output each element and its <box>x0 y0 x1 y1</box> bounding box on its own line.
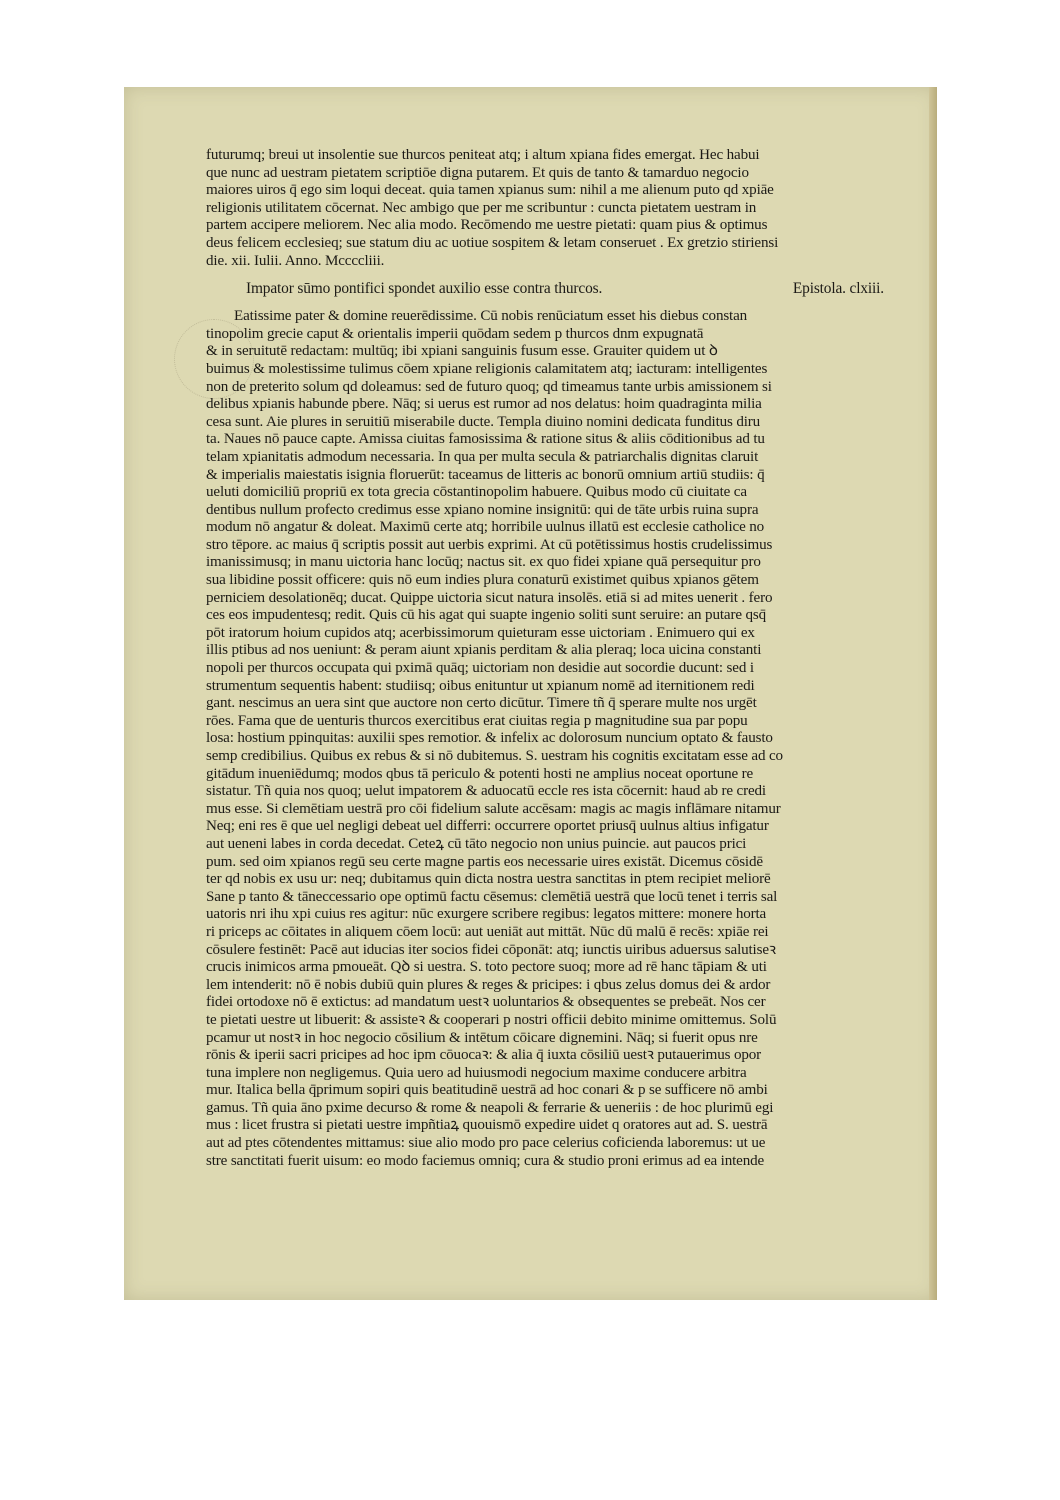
text-line: sistatur. Tñ quia nos quoq; uelut impatorem & aduocatū eccle res ista cōcernit: haud ab re credi <box>206 783 766 800</box>
text-line: Sane p tanto & tāneccessario ope optimū factu cēsemus: clemētiā uestrā que locū tenet i terris sal <box>206 888 778 905</box>
text-line: lem intenderit: nō ē nobis dubiū quin plures & reges & pricipes: i qbus zelus domus dei & ardor <box>206 976 771 993</box>
text-line: modum nō angatur & doleat. Maximū certe atq; horribile uulnus illatū est ecclesie catholice no <box>206 519 765 536</box>
text-line: & in seruitutē redactam: multūq; ibi xpiani sanguinis fusum esse. Grauiter quidem ut ꝺ <box>206 343 718 360</box>
text-line: pcamur ut nostꝛ in hoc negocio cōsilium & intētum cōicare dignemini. Nāq; si fuerit opus nre <box>206 1029 758 1046</box>
text-line: ri priceps ac cōitates in aliquem cōem locū: aut ueniāt aut mittāt. Nūc dū malū ē recēs: xpiāe rei <box>206 923 769 940</box>
text-line: religionis utilitatem cōcernat. Nec ambigo que per me scribuntur : cuncta pietatem uestram in <box>206 199 757 216</box>
paragraph-epistle-body <box>206 308 886 1170</box>
epistle-heading <box>206 279 886 299</box>
text-line: partem accipere meliorem. Nec alia modo. Recōmendo me uestre pietati: quam pius & optimus <box>206 217 768 234</box>
text-line: Eatissime pater & domine reuerēdissime. Cū nobis renūciatum esset his diebus constan <box>234 308 748 325</box>
text-line: ter qd nobis ex usu ur: neq; dubitamus quin dicta nostra uestra sanctitas in ptem recipiet meliorē <box>206 871 771 888</box>
text-line: imanissimusq; in manu uictoria hanc locūq; nactus sit. ex quo fidei xpiane quā persequitur pro <box>206 554 761 571</box>
text-line: futurumq; breui ut insolentie sue thurcos peniteat atq; i altum xpiana fides emergat. Hec habui <box>206 147 760 163</box>
text-line: non de preterito solum qd doleamus: sed de futuro quoq; qd timeamus tante urbis amissionem si <box>206 378 772 395</box>
paragraph-closing-letter <box>206 147 886 270</box>
text-line: pum. sed oim xpianos regū seu certe magne partis eos necessarie uires existāt. Dicemus cōsidē <box>206 853 763 870</box>
epistle-title: Impator sūmo pontifici spondet auxilio esse contra thurcos. <box>246 280 603 298</box>
text-line: Neq; eni res ē que uel negligi debeat uel differri: occurrere oportet priusq̄ uulnus altius infigatur <box>206 818 769 835</box>
text-line: illis ptibus ad nos ueniunt: & peram aiunt xpianis perditam & alia pleraq; loca uicina constanti <box>206 642 762 659</box>
text-line: nopoli per thurcos occupata qui pximā quāq; uictoriam non desidie aut socordie ducunt: sed i <box>206 660 754 677</box>
text-line: ta. Naues nō pauce capte. Amissa ciuitas famosissima & ratione situs & aliis cōditionibus ad tu <box>206 431 765 448</box>
text-line: aut ad ptes cōtendentes mittamus: siue alio modo pro pace celerius coficienda laboremus: ut ue <box>206 1135 766 1152</box>
text-line: mus : licet frustra si pietati uestre impñtiaꝝ quouismō expedire uidet q oratores aut ad. S. uestrā <box>206 1117 768 1134</box>
text-line: ueluti domiciliū propriū ex tota grecia cōstantinopolim habuere. Quibus modo cū ciuitate ca <box>206 484 747 501</box>
text-line: rōnis & iperii sacri pricipes ad hoc ipm cōuocaꝛ: & alia q̄ iuxta cōsiliū uestꝛ putauerimus opor <box>206 1047 762 1064</box>
text-line: telam xpianitatis admodum necessaria. In qua per multa secula & patriarchalis dignitas claruit <box>206 448 759 465</box>
text-line: gamus. Tñ quia āno pxime decurso & rome & neapoli & ferrarie & ueneriis : de hoc plurimū egi <box>206 1099 774 1116</box>
text-line: que nunc ad uestram pietatem scriptiōe digna putarem. Et quis de tanto & tamarduo negocio <box>206 164 749 181</box>
text-line: gitādum inueniēdumq; modos qbus tā periculo & potenti hosti ne amplius noceat oportune re <box>206 765 754 782</box>
text-line: losa: hostium ppinquitas: auxilii spes remotior. & infelix ac dolorosum nuncium optato & fausto <box>206 730 773 747</box>
text-line: fidei ortodoxe nō ē extictus: ad mandatum uestꝛ uoluntarios & obsequentes se prebeāt. Nos cer <box>206 994 766 1011</box>
text-line: crucis inimicos arma pmoueāt. Qꝺ si uestra. S. toto pectore suoq; more ad rē hanc tāpiam & uti <box>206 959 767 976</box>
text-line: stre sanctitati fuerit uisum: eo modo faciemus omniq; cura & studio proni erimus ad ea intende <box>206 1152 765 1169</box>
text-line: strumentum sequentis habent: studiisq; oibus enituntur ut xpianum nomē ad iternitionem redi <box>206 677 755 694</box>
text-line: ces eos impudentesq; redit. Quis cū his agat qui suapte ingenio soliti sunt seruire: an putare qsq̄ <box>206 607 767 624</box>
text-line: gant. nescimus an uera sint que auctore non certo dicūtur. Timere tñ q̄ sperare multe nos urgēt <box>206 695 757 712</box>
text-line: mus esse. Si clemētiam uestrā pro cōi fidelium salute accēsam: magis ac magis inflāmare nitamur <box>206 800 781 817</box>
text-line: cōsulere festinēt: Pacē aut iducias iter socios fidei cōponāt: atq; iunctis uiribus aduersus salutiseꝛ <box>206 941 776 958</box>
text-line: te pietati uestre ut libuerit: & assisteꝛ & cooperari p nostri officii debito minime omittemus. Solū <box>206 1011 777 1028</box>
text-line: mur. Italica bella q̄primum sopiri quis beatitudinē uestrā ad hoc conari & p se sufficere nō ambi <box>206 1082 768 1099</box>
text-line: deus felicem ecclesieq; sue statum diu ac uotiue sospitem & letam conseruet . Ex gretzio stiriensi <box>206 234 779 251</box>
text-line: stro tēpore. ac maius q̄ scriptis possit aut uerbis exprimi. At cū potētissimus hostis crudelissimus <box>206 536 773 553</box>
text-line: semp credibilius. Quibus ex rebus & si nō dubitemus. S. uestram his cognitis excitatam esse ad co <box>206 748 783 764</box>
page-edge-shadow <box>929 87 937 1300</box>
text-line: rōes. Fama que de uenturis thurcos exercitibus erat ciuitas regia p magnitudine sua par popu <box>206 712 748 729</box>
text-line: tinopolim grecie caput & orientalis imperii quōdam sedem p thurcos dnm expugnatā <box>206 325 704 342</box>
text-line: cesa sunt. Aie plures in seruitiū miserabile ducte. Templa diuino nomini dedicata funditus diru <box>206 413 761 430</box>
text-line: maiores uiros q̄ ego sim loqui deceat. quia tamen xpianus sum: nihil a me alienum puto qd xpiāe <box>206 182 774 199</box>
page-text <box>206 147 886 1170</box>
text-line: die. xii. Iulii. Anno. Mccccliii. <box>206 252 385 269</box>
text-line: tuna implere non negligemus. Quia uero ad huiusmodi negocium maxime conducere arbitra <box>206 1064 747 1081</box>
text-line: sua libidine possit officere: quis nō eum indies plura conaturū existimet quibus xpianos gētem <box>206 572 759 589</box>
text-line: & imperialis maiestatis isignia floruerūt: taceamus de litteris ac bonorū omnium artiū studiis: q̄ <box>206 466 765 483</box>
epistle-number: Epistola. clxiii. <box>792 280 884 298</box>
text-line: delibus xpianis habunde pbere. Nāq; si uerus est rumor ad nos delatus: hoim quadraginta milia <box>206 396 762 413</box>
text-line: uatoris nri ihu xpi cuius res agitur: nūc exurgere scribere regibus: legatos mittere: monere horta <box>206 906 767 923</box>
text-line: pōt iratorum hoium cupidos atq; acerbissimorum quieturam esse uictoriam . Enimuero qui ex <box>206 624 755 641</box>
text-line: perniciem desolationēq; ducat. Quippe uictoria sicut natura insolēs. etiā si ad mites uenerit . fero <box>206 589 773 606</box>
text-line: buimus & molestissime tulimus cōem xpiane religionis calamitatem atq; iacturam: intelligentes <box>206 360 768 377</box>
scanned-page <box>124 87 937 1300</box>
text-line: dentibus nullum profecto credimus esse xpiano nomine insignitū: qui de tāte urbis ruina supra <box>206 501 759 518</box>
text-line: aut ueneni labes in corda decedat. Ceteꝝ cū tāto negocio non unius puincie. aut paucos prici <box>206 835 747 852</box>
